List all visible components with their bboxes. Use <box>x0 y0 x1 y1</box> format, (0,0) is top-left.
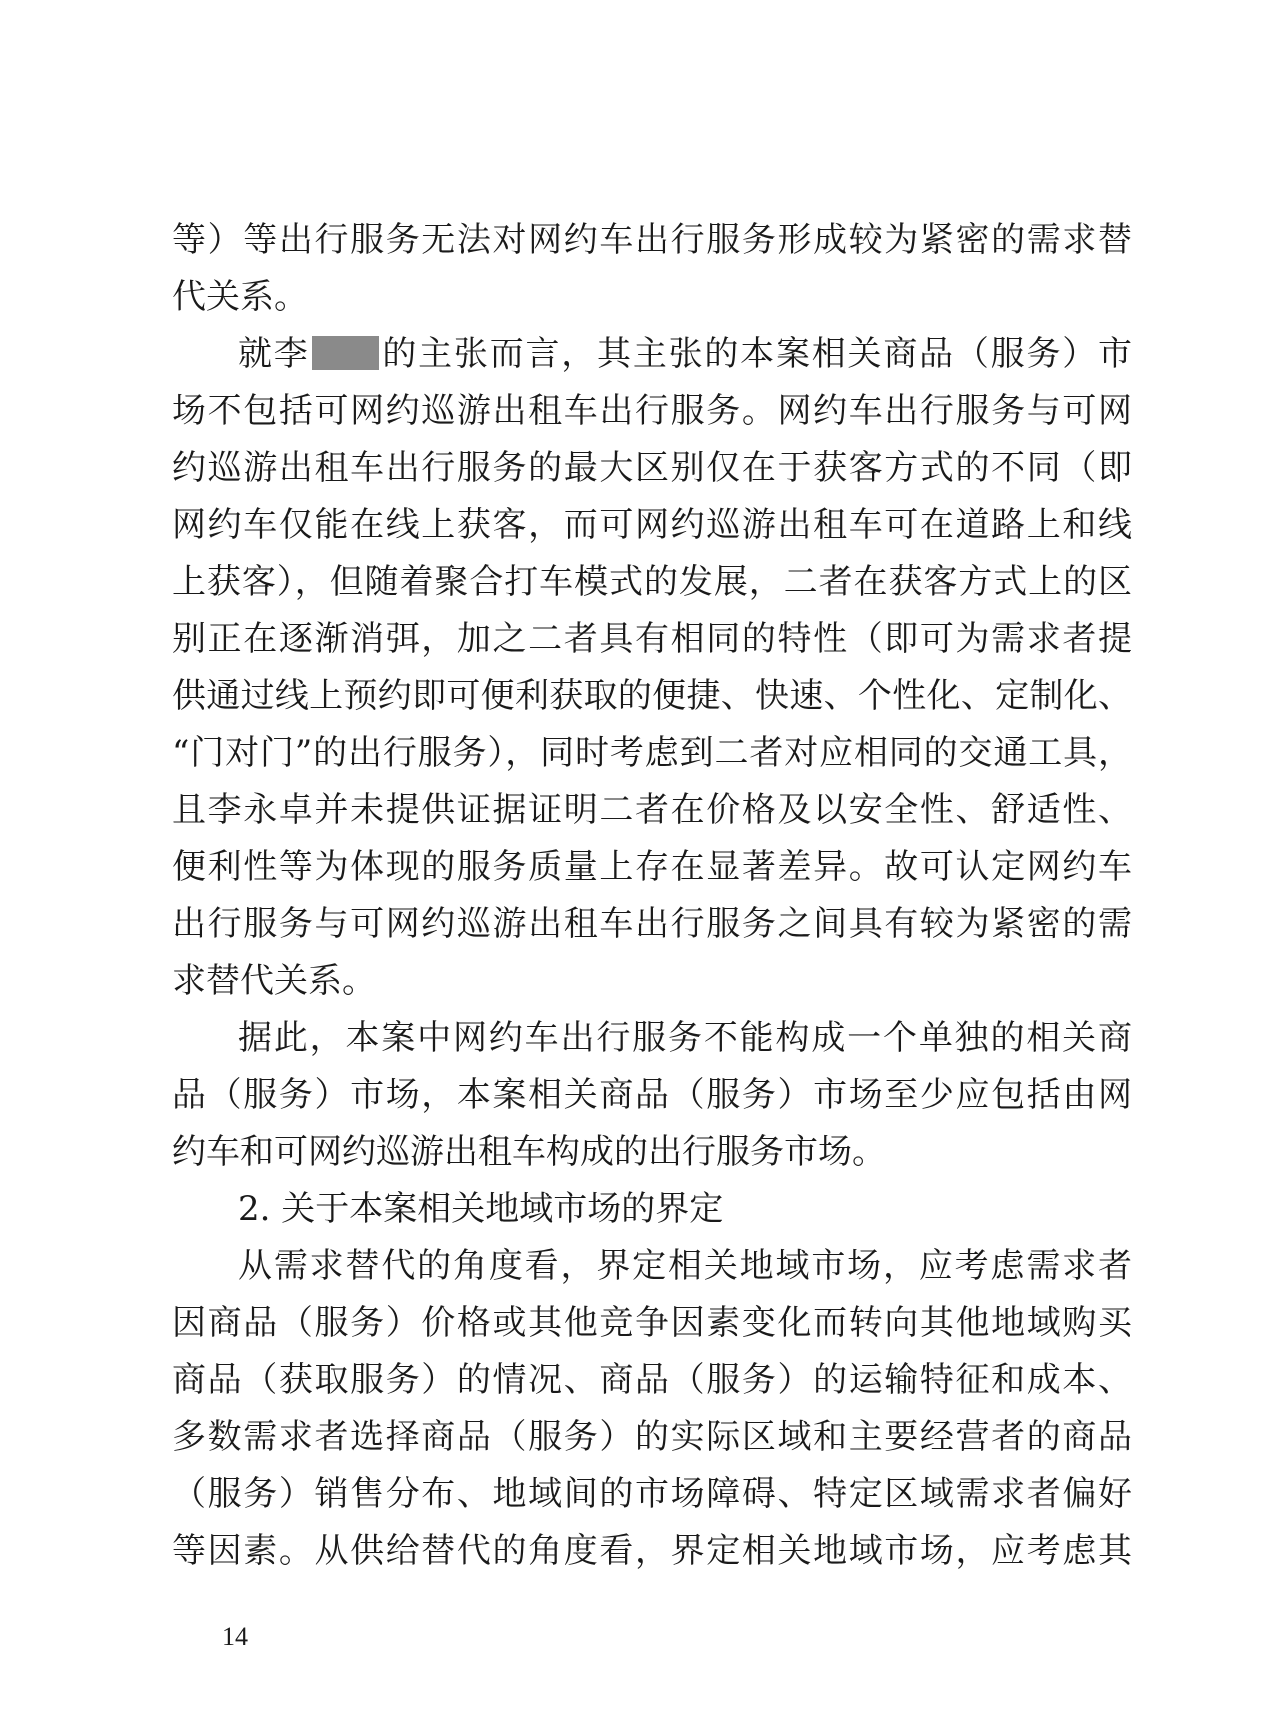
text-line: 网约车仅能在线上获客，而可网约巡游出租车可在道路上和线 <box>172 505 1132 545</box>
text-line: 因商品（服务）价格或其他竞争因素变化而转向其他地域购买 <box>172 1303 1132 1343</box>
text-line: 场不包括可网约巡游出租车出行服务。网约车出行服务与可网 <box>172 391 1132 431</box>
text-line: 多数需求者选择商品（服务）的实际区域和主要经营者的商品 <box>172 1417 1132 1457</box>
text-line: “门对门”的出行服务），同时考虑到二者对应相同的交通工具， <box>172 733 1132 773</box>
text-line: 出行服务与可网约巡游出租车出行服务之间具有较为紧密的需 <box>172 904 1132 944</box>
text-line: 等因素。从供给替代的角度看，界定相关地域市场，应考虑其 <box>172 1531 1132 1571</box>
text-line: 约车和可网约巡游出租车构成的出行服务市场。 <box>172 1132 886 1172</box>
text-line: 从需求替代的角度看，界定相关地域市场，应考虑需求者 <box>238 1246 1132 1286</box>
text-line: 代关系。 <box>172 277 308 317</box>
text-line: 等）等出行服务无法对网约车出行服务形成较为紧密的需求替 <box>172 220 1132 260</box>
text-line: 供通过线上预约即可便利获取的便捷、快速、个性化、定制化、 <box>172 676 1132 716</box>
text-segment: 的主张而言，其主张的本案相关商品（服务）市 <box>380 334 1132 374</box>
redaction-box <box>312 336 379 370</box>
text-line: 商品（获取服务）的情况、商品（服务）的运输特征和成本、 <box>172 1360 1132 1400</box>
text-line: 品（服务）市场，本案相关商品（服务）市场至少应包括由网 <box>172 1075 1132 1115</box>
text-line: 据此，本案中网约车出行服务不能构成一个单独的相关商 <box>238 1018 1132 1058</box>
body-text <box>172 212 1132 1580</box>
page-number: 14 <box>222 1622 248 1651</box>
text-segment: 就李 <box>238 334 310 374</box>
text-line: 便利性等为体现的服务质量上存在显著差异。故可认定网约车 <box>172 847 1132 887</box>
text-line: 上获客），但随着聚合打车模式的发展，二者在获客方式上的区 <box>172 562 1132 602</box>
text-line: （服务）销售分布、地域间的市场障碍、特定区域需求者偏好 <box>172 1474 1132 1514</box>
text-line <box>172 326 1132 383</box>
text-line: 别正在逐渐消弭，加之二者具有相同的特性（即可为需求者提 <box>172 619 1132 659</box>
text-line: 求替代关系。 <box>172 961 376 1001</box>
section-heading: 2. 关于本案相关地域市场的界定 <box>238 1189 724 1229</box>
text-line: 且李永卓并未提供证据证明二者在价格及以安全性、舒适性、 <box>172 790 1132 830</box>
text-line: 约巡游出租车出行服务的最大区别仅在于获客方式的不同（即 <box>172 448 1132 488</box>
